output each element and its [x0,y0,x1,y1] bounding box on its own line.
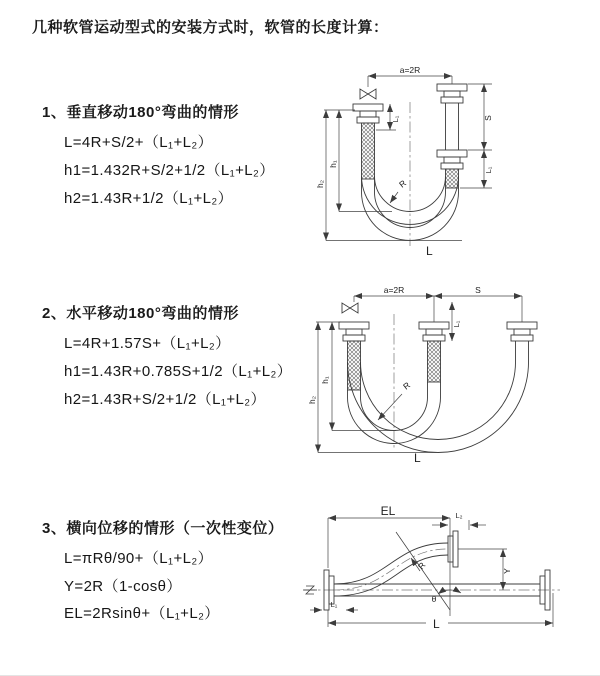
dim-a-2r: a=2R [383,285,405,295]
dim-s: S [483,115,493,121]
label-theta: θ [431,594,437,604]
section-3-formula-Y: Y=2R（1-cosθ） [64,578,182,595]
middle-flange [419,322,449,397]
dim-l1-left: L₁ [391,115,400,123]
dim-h2: h₂ [315,179,325,189]
dim-s: S [475,285,481,295]
braided-hose-section [428,341,441,382]
dim-y: Y [502,568,512,574]
section-2-formula-h2: h2=1.43R+S/2+1/2（L₁+L₂） [64,391,266,408]
top-right-flange [448,531,458,567]
label-r: R [397,177,409,190]
label-r: R [415,560,428,572]
valve-icon [360,89,376,99]
dimension-lines [310,518,553,627]
section-1-formula-h1: h1=1.432R+S/2+1/2（L₁+L₂） [64,162,275,179]
dim-a-2r: a=2R [399,65,421,75]
section-3-formula-L: L=πRθ/90+（L₁+L₂） [64,550,213,567]
dim-l1: L₁ [452,320,461,328]
page-title: 几种软管运动型式的安装方式时，软管的长度计算： [32,19,389,36]
valve-icon [342,303,358,313]
label-l: L [414,451,421,464]
section-1-formula-h2: h2=1.43R+1/2（L₁+L₂） [64,190,234,207]
hose-drawing [353,84,467,246]
left-flange [353,104,383,192]
section-2-heading: 2、水平移动180°弯曲的情形 [42,305,239,322]
right-upper-flange [437,84,467,150]
dimension-lines [316,296,522,453]
dim-h2: h₂ [307,395,317,405]
centerline-mark-icon [303,586,317,594]
diagram-vertical-180-bend [312,64,597,266]
section-2-formula-L: L=4R+1.57S+（L₁+L₂） [64,335,231,352]
diagram-horizontal-180-bend [306,282,600,464]
label-r: R [401,379,413,392]
dim-el: EL [380,504,396,518]
dim-l1: L₁ [330,600,338,609]
hose-drawing [339,303,537,453]
dim-l1-right: L₁ [484,166,493,174]
dimension-lines [324,76,492,241]
section-1-formula-L: L=4R+S/2+（L₁+L₂） [64,134,214,151]
right-lower-flange [437,150,467,192]
dim-h1: h₁ [328,160,338,168]
dim-l2: L₂ [455,511,463,520]
section-2-formula-h1: h1=1.43R+0.785S+1/2（L₁+L₂） [64,363,293,380]
dim-h1: h₁ [320,376,330,384]
section-1-heading: 1、垂直移动180°弯曲的情形 [42,104,239,121]
section-3-formula-EL: EL=2Rsinθ+（L₁+L₂） [64,605,220,622]
diagram-lateral-displacement [298,498,598,654]
right-flange [507,322,537,362]
section-3-heading: 3、横向位移的情形（一次性变位） [42,520,284,537]
dim-l: L [433,617,440,631]
braided-hose-section [446,169,459,188]
label-l: L [426,244,433,258]
braided-hose-section [362,123,375,179]
